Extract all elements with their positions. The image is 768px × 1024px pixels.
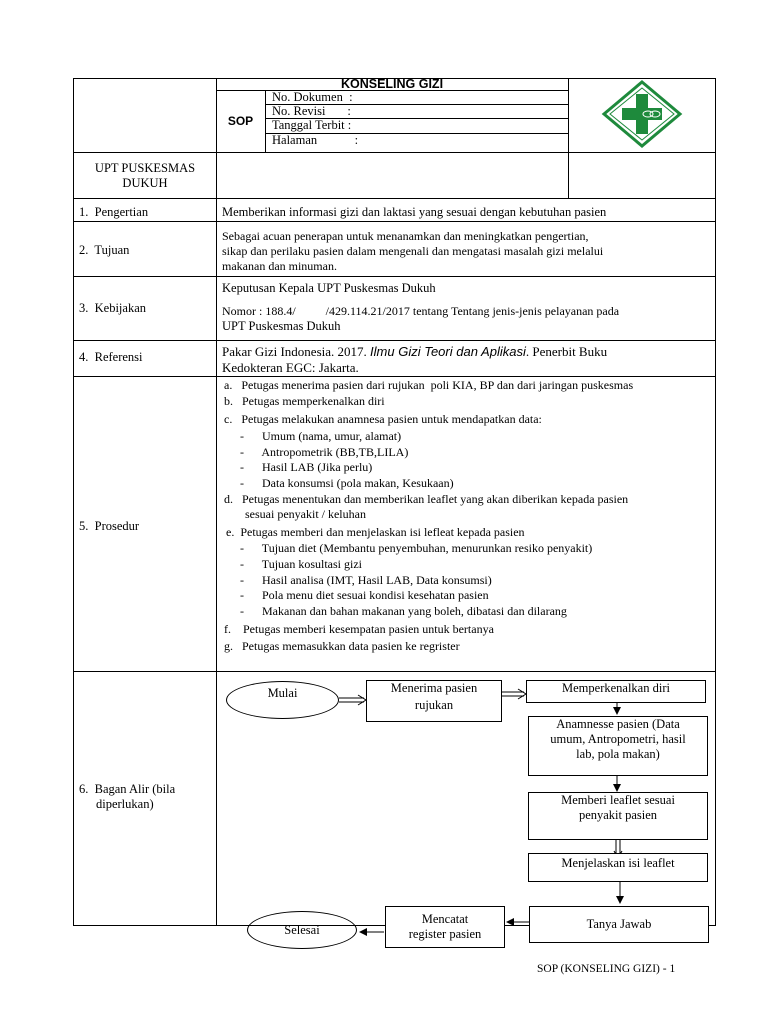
meta-no-revisi: No. Revisi : — [272, 104, 351, 118]
flow-mencatat-line1: Mencatat — [421, 912, 469, 926]
tujuan-line-2: sikap dan perilaku pasien dalam mengenali dan mengatasi masalah gizi melalui — [222, 244, 604, 258]
prosedur-item-c2: - Antropometrik (BB,TB,LILA) — [240, 445, 409, 459]
prosedur-item-e5: - Makanan dan bahan makanan yang boleh, dibatasi dan dilarang — [240, 604, 567, 618]
prosedur-item-b: b. Petugas memperkenalkan diri — [224, 394, 385, 408]
flow-anamnesse-line3: lab, pola makan) — [576, 747, 660, 761]
prosedur-item-c4: - Data konsumsi (pola makan, Kesukaan) — [240, 476, 454, 490]
flow-menerima-line2: rujukan — [414, 698, 454, 712]
tujuan-line-3: makanan dan minuman. — [222, 259, 337, 273]
flow-menerima-line1: Menerima pasien — [390, 681, 478, 695]
pengertian-text: Memberikan informasi gizi dan laktasi yang sesuai dengan kebutuhan pasien — [222, 205, 607, 219]
prosedur-item-e4: - Pola menu diet sesuai kondisi kesehatan pasien — [240, 588, 489, 602]
referensi-line-2: Kedokteran EGC: Jakarta. — [222, 360, 359, 375]
flow-memberi-leaflet — [528, 792, 708, 840]
tujuan-label: 2. Tujuan — [79, 243, 130, 257]
meta-tanggal-terbit: Tanggal Terbit : — [272, 118, 352, 132]
prosedur-item-d: d. Petugas menentukan dan memberikan leaflet yang akan diberikan kepada pasien — [224, 492, 629, 506]
prosedur-item-c: c. Petugas melakukan anamnesa pasien untuk mendapatkan data: — [224, 412, 542, 426]
bagan-label-line1: 6. Bagan Alir (bila — [79, 782, 176, 796]
referensi-part1: Pakar Gizi Indonesia. 2017. — [222, 344, 371, 359]
prosedur-item-e: e. Petugas memberi dan menjelaskan isi lefleat kepada pasien — [226, 525, 525, 539]
document-title: KONSELING GIZI — [340, 77, 444, 91]
prosedur-item-g: g. Petugas memasukkan data pasien ke regrister — [224, 639, 460, 653]
flow-leaflet-line1: Memberi leaflet sesuai — [561, 793, 675, 807]
kebijakan-line-2: Nomor : 188.4/ /429.114.21/2017 tentang Tentang jenis-jenis pelayanan pada — [222, 304, 620, 318]
kebijakan-label: 3. Kebijakan — [79, 301, 146, 315]
referensi-label: 4. Referensi — [79, 350, 143, 364]
referensi-part2: . Penerbit Buku — [525, 344, 608, 359]
meta-halaman: Halaman : — [272, 133, 359, 147]
prosedur-item-c3: - Hasil LAB (Jika perlu) — [240, 460, 373, 474]
tujuan-line-1: Sebagai acuan penerapan untuk menanamkan dan meningkatkan pengertian, — [222, 229, 589, 243]
prosedur-item-c1: - Umum (nama, umur, alamat) — [240, 429, 402, 443]
referensi-book-title: Ilmu Gizi Teori dan Aplikasi — [370, 344, 526, 359]
prosedur-item-e2: - Tujuan kosultasi gizi — [240, 557, 363, 571]
org-name-line1: UPT PUSKESMAS — [94, 161, 196, 175]
flow-memperkenalkan-label: Memperkenalkan diri — [562, 681, 670, 695]
prosedur-item-f: f. Petugas memberi kesempatan pasien untuk bertanya — [224, 622, 494, 636]
flow-menerima-pasien — [366, 680, 502, 722]
flow-memperkenalkan-diri — [526, 680, 706, 703]
flow-tanya-jawab — [529, 906, 709, 943]
flow-anamnesse-line1: Anamnesse pasien (Data — [556, 717, 680, 731]
flow-end-selesai — [247, 911, 357, 949]
prosedur-item-d-cont: sesuai penyakit / keluhan — [245, 507, 366, 521]
flow-selesai-label: Selesai — [284, 922, 320, 937]
meta-no-dokumen: No. Dokumen : — [272, 90, 353, 104]
bagan-label-line2: diperlukan) — [96, 797, 154, 811]
prosedur-label: 5. Prosedur — [79, 519, 140, 533]
prosedur-item-e3: - Hasil analisa (IMT, Hasil LAB, Data konsumsi) — [240, 573, 492, 587]
flow-mencatat-register — [385, 906, 505, 948]
flow-mulai-label: Mulai — [267, 686, 298, 700]
flow-menjelaskan-leaflet — [528, 853, 708, 882]
page-footer: SOP (KONSELING GIZI) - 1 — [537, 963, 676, 975]
kebijakan-line-3: UPT Puskesmas Dukuh — [222, 319, 341, 333]
flow-leaflet-line2: penyakit pasien — [578, 808, 658, 822]
kebijakan-line-1: Keputusan Kepala UPT Puskesmas Dukuh — [222, 281, 436, 295]
flow-start-mulai — [226, 681, 339, 719]
prosedur-item-a: a. Petugas menerima pasien dari rujukan poli KIA, BP dan dari jaringan puskesmas — [224, 378, 634, 392]
flow-mencatat-line2: register pasien — [408, 927, 482, 941]
prosedur-item-e1: - Tujuan diet (Membantu penyembuhan, menurunkan resiko penyakit) — [240, 541, 593, 555]
org-name-line2: DUKUH — [122, 176, 168, 190]
sop-label: SOP — [227, 114, 254, 128]
flow-anamnesse-pasien — [528, 716, 708, 776]
flow-menjelaskan-label: Menjelaskan isi leaflet — [561, 856, 675, 870]
flow-tanya-label: Tanya Jawab — [586, 917, 652, 931]
flow-anamnesse-line2: umum, Antropometri, hasil — [550, 732, 686, 746]
pengertian-label: 1. Pengertian — [79, 205, 149, 219]
